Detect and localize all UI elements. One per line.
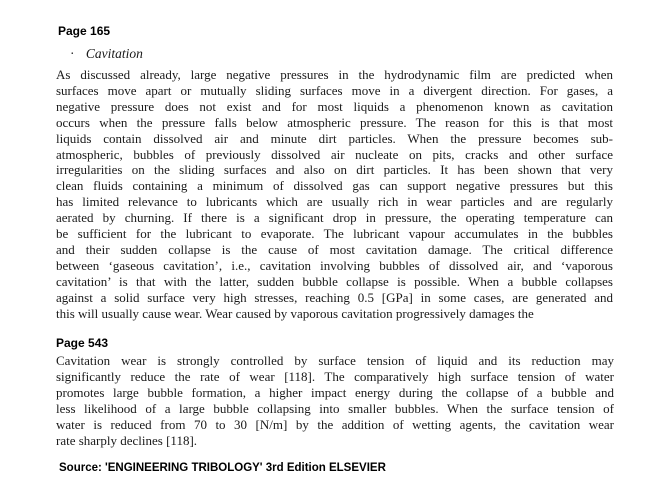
text-line: significantly reduce the rate of wear [118]. The comparatively high surface tension of water bbox=[56, 368, 614, 384]
section-heading-cavitation bbox=[70, 46, 143, 62]
text-line: liquids contain dissolved air and minute dirt particles. When the pressure becomes sub- bbox=[56, 130, 613, 146]
text-line: has limited relevance to lubricants which are usually rich in wear particles and are regularly bbox=[56, 194, 613, 210]
text-line: clean fluids containing a minimum of dissolved gas can support negative pressures but this bbox=[56, 178, 613, 194]
text-line: irregularities on the sliding surfaces and also on dirt particles. It has been shown that very bbox=[56, 162, 613, 178]
text-line: and their sudden collapse is the cause of most cavitation damage. The critical difference bbox=[56, 241, 613, 257]
text-line: surfaces move apart or mutually sliding surfaces move in a divergent direction. For gases, a bbox=[56, 82, 613, 98]
text-line: be sufficient for the lubricant to evaporate. The lubricant vapour accumulates in the bubbles bbox=[56, 226, 613, 242]
excerpt-165-body bbox=[56, 67, 613, 322]
text-line: water is reduced from 70 to 30 [N/m] by the addition of wetting agents, the cavitation wear bbox=[56, 416, 614, 432]
text-line: Cavitation wear is strongly controlled by surface tension of liquid and its reduction may bbox=[56, 353, 614, 368]
bullet-marker: · bbox=[70, 46, 75, 61]
page-label-165: Page 165 bbox=[58, 24, 111, 38]
excerpt-543-body bbox=[56, 353, 614, 448]
text-line: promotes large bubble formation, a higher impact energy during the collapse of a bubble and bbox=[56, 384, 614, 400]
text-line: between ‘gaseous cavitation’, i.e., cavitation involving bubbles of dissolved air, and ‘vaporous bbox=[56, 257, 613, 273]
text-line: As discussed already, large negative pressures in the hydrodynamic film are predicted when bbox=[56, 67, 613, 82]
text-line: occurs when the pressure falls below atmospheric pressure. The reason for this is that most bbox=[56, 114, 613, 130]
text-line: cavitation’ is that with the latter, sudden bubble collapse is possible. When a bubble collapses bbox=[56, 273, 613, 289]
text-line: against a solid surface very high stresses, reaching 0.5 [GPa] in some cases, are generated and bbox=[56, 289, 613, 305]
text-line: aerated by churning. If there is a significant drop in pressure, the operating temperature can bbox=[56, 210, 613, 226]
text-line: this will usually cause wear. Wear caused by vaporous cavitation progressively damages the bbox=[56, 305, 534, 321]
text-line: rate sharply declines [118]. bbox=[56, 432, 198, 448]
source-citation: Source: 'ENGINEERING TRIBOLOGY' 3rd Edition ELSEVIER bbox=[59, 462, 386, 474]
section-heading-text: Cavitation bbox=[85, 46, 143, 61]
text-line: negative pressure does not exist and for most liquids a phenomenon known as cavitation bbox=[56, 98, 613, 114]
text-line: less likelihood of a large bubble collapsing into smaller bubbles. When the surface tension of bbox=[56, 400, 614, 416]
page-label-543: Page 543 bbox=[56, 336, 109, 350]
text-line: atmospheric, bubbles of previously dissolved air nucleate on pits, cracks and other surface bbox=[56, 146, 613, 162]
